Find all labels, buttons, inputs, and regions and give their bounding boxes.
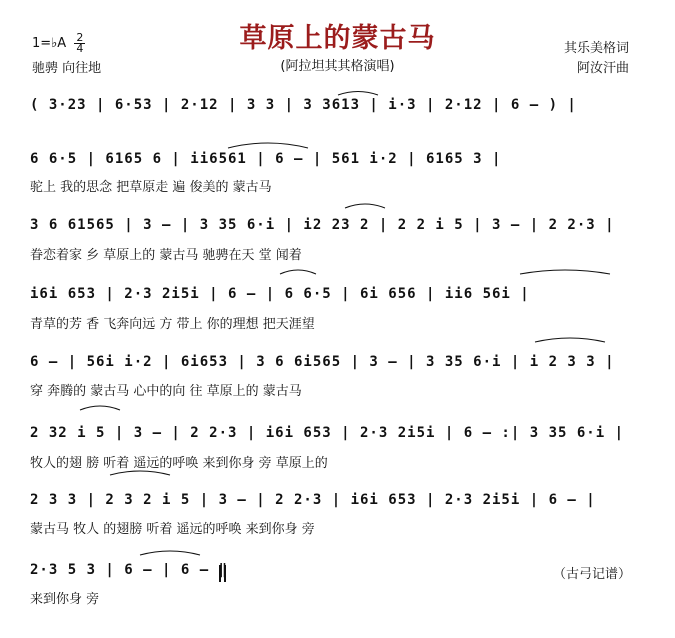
notation-row-4: i6i 653 | 2·3 2i5i | 6 – | 6 6·5 | 6i 656 | ii6 56i |	[30, 286, 530, 302]
notation-row-5: 6 – | 56i i·2 | 6i653 | 3 6 6i565 | 3 – | 3 35 6·i | i 2 3 3 |	[30, 354, 615, 370]
key-label: 1=♭A	[32, 36, 67, 51]
time-bottom: 4	[76, 42, 84, 55]
lyrics-row-6: 牧人的翅 膀 听着 遥远的呼唤 来到你身 旁 草原上的	[30, 456, 328, 471]
transcriber-note: （古弓记谱）	[552, 567, 631, 582]
notation-row-8: 2·3 5 3 | 6 – | 6 – ‖	[30, 562, 229, 578]
lyrics-row-8: 来到你身 旁	[30, 592, 100, 607]
lyrics-row-7: 蒙古马 牧人 的翅膀 听着 遥远的呼唤 来到你身 旁	[30, 522, 315, 537]
song-title: 草原上的蒙古马	[239, 23, 436, 54]
tempo-marking: 驰骋 向往地	[32, 61, 102, 76]
lyrics-row-4: 青草的芳 香 飞奔向远 方 带上 你的理想 把天涯望	[30, 317, 315, 332]
notation-row-3: 3 6 61565 | 3 – | 3 35 6·i | i2 23 2 | 2 2 i 5 | 3 – | 2 2·3 |	[30, 217, 615, 233]
notation-row-6: 2 32 i 5 | 3 – | 2 2·3 | i6i 653 | 2·3 2i5i | 6 – :| 3 35 6·i |	[30, 425, 625, 441]
lyrics-row-3: 眷恋着家 乡 草原上的 蒙古马 驰骋在天 堂 闻着	[30, 248, 302, 263]
lyrics-row-2: 驼上 我的思念 把草原走 遍 俊美的 蒙古马	[30, 180, 272, 195]
key-signature	[32, 33, 85, 54]
lyricist: 其乐美格词	[563, 41, 629, 56]
notation-row-7: 2 3 3 | 2 3 2 i 5 | 3 – | 2 2·3 | i6i 653 | 2·3 2i5i | 6 – |	[30, 492, 596, 508]
notation-row-2: 6 6·5 | 6165 6 | ii6561 | 6 – | 561 i·2 | 6165 3 |	[30, 151, 502, 167]
time-signature	[74, 33, 85, 54]
time-top: 2	[76, 31, 84, 44]
lyrics-row-5: 穿 奔腾的 蒙古马 心中的向 往 草原上的 蒙古马	[30, 384, 302, 399]
notation-row-1: ( 3·23 | 6·53 | 2·12 | 3 3 | 3 3613 | i·3 | 2·12 | 6 – ) |	[30, 97, 577, 113]
song-subtitle: (阿拉坦其其格演唱)	[280, 59, 395, 74]
composer: 阿汝汗曲	[576, 61, 629, 76]
